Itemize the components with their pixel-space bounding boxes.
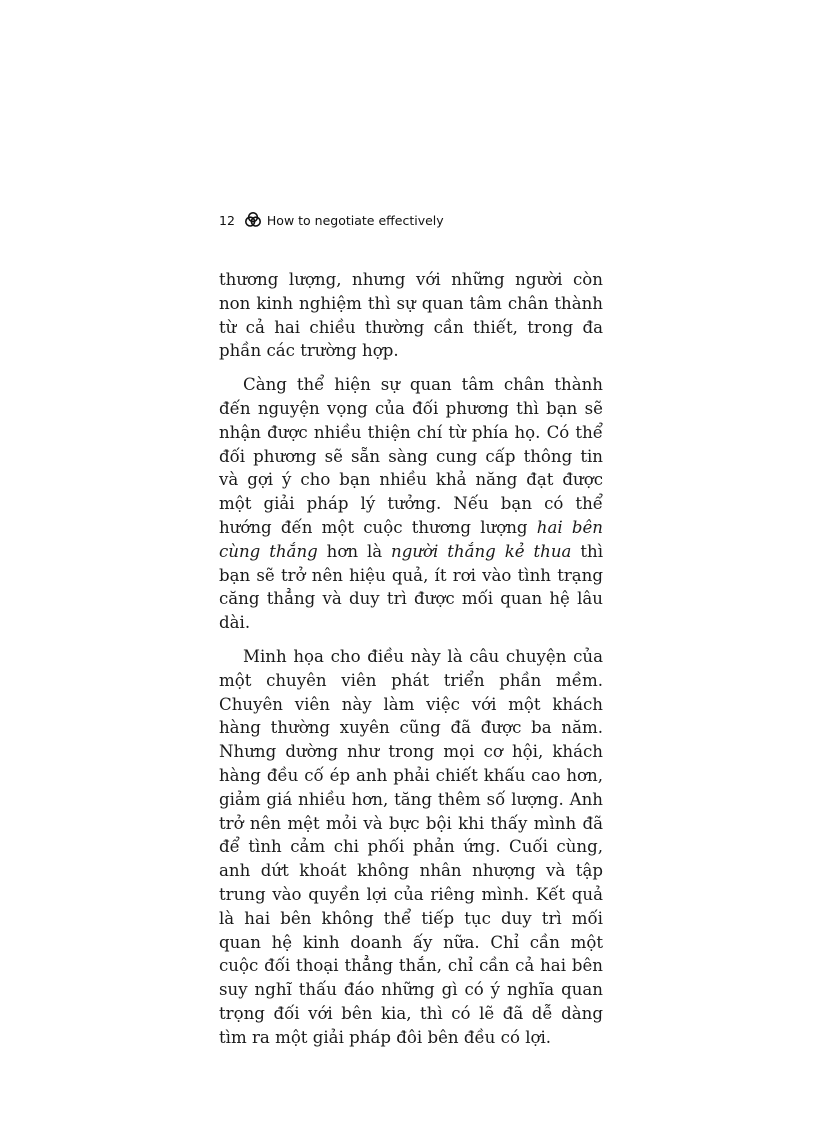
paragraph-text: hơn là: [317, 541, 392, 561]
paragraph-continued: thương lượng, nhưng với những người còn non kinh nghiệm thì sự quan tâm chân thành từ cả hai chiều thường cần thiết, trong đa phần các trường hợp.: [219, 270, 603, 361]
page-number: 12: [219, 212, 235, 228]
paragraph-illustration: Minh họa cho điều này là câu chuyện của một chuyên viên phát triển phần mềm. Chuyên viên này làm việc với một khách hàng thường xuyên cũng đã được ba năm. Nhưng dường như trong mọi cơ hội, khách hàng đều cố ép anh phải chiết khấu cao hơn, giảm giá nhiều hơn, tăng thêm số lượng. Anh trở nên mệt mỏi và bực bội khi thấy mình đã để tình cảm chi phối phản ứng. Cuối cùng, anh dứt khoát không nhân nhượng và tập trung vào quyền lợi của riêng mình. Kết quả là hai bên không thể tiếp tục duy trì mối quan hệ kinh doanh ấy nữa. Chỉ cần một cuộc đối thoại thẳng thắn, chỉ cần cả hai bên suy nghĩ thấu đáo những gì có ý nghĩa quan trọng đối với bên kia, thì có lẽ đã dễ dàng tìm ra một giải pháp đôi bên đều có lợi.: [219, 646, 603, 1047]
body-text: [219, 268, 603, 1060]
paragraph-text: Càng thể hiện sự quan tâm chân thành đến nguyện vọng của đối phương thì bạn sẽ nhận được nhiều thiện chí từ phía họ. Có thể đối phương sẽ sẵn sàng cung cấp thông tin và gợi ý cho bạn nhiều khả năng đạt được một giải pháp lý tưởng. Nếu bạn có thể hướng đến một cuộc thương lượng: [219, 375, 603, 537]
emphasis-win-lose: người thắng kẻ thua: [391, 541, 572, 561]
running-title: How to negotiate effectively: [266, 212, 444, 228]
running-header: [219, 209, 444, 231]
emphasis-win-win: hai bên cùng thắng: [219, 517, 603, 561]
three-rings-icon: [244, 212, 262, 228]
paragraph-text: thì bạn sẽ trở nên hiệu quả, ít rơi vào tình trạng căng thẳng và duy trì được mối quan hệ lâu dài.: [219, 541, 604, 633]
paragraph-sincere-interest: [219, 373, 603, 635]
